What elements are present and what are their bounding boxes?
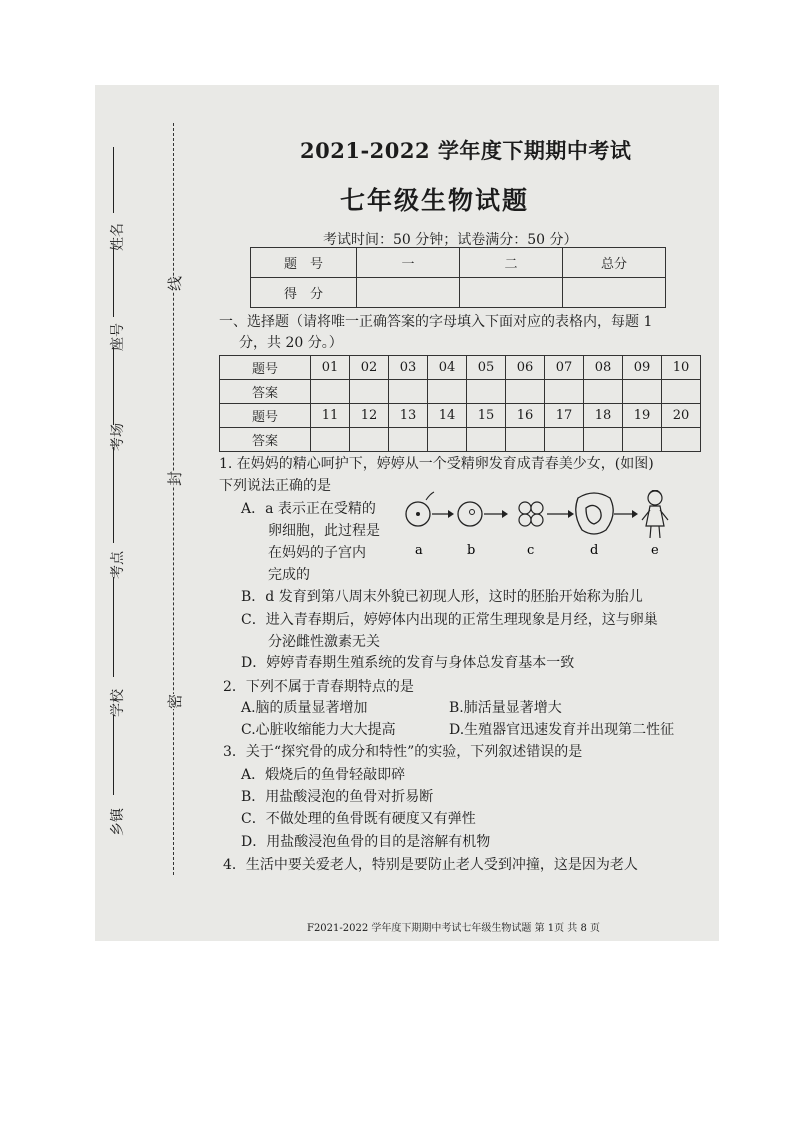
exam-paper bbox=[95, 85, 719, 941]
section1-instruction-line1: 一、选择题（请将唯一正确答案的字母填入下面对应的表格内，每题 1 bbox=[219, 314, 653, 330]
answer-table bbox=[219, 355, 701, 452]
embryo-in-uterus-icon bbox=[576, 493, 613, 534]
question-number: 02 bbox=[350, 356, 389, 380]
fig-label-c: c bbox=[527, 543, 535, 558]
answer-label: 答案 bbox=[220, 380, 311, 404]
answer-cell[interactable] bbox=[584, 380, 623, 404]
question-number: 01 bbox=[311, 356, 350, 380]
answer-cell[interactable] bbox=[467, 380, 506, 404]
girl-icon bbox=[642, 490, 668, 538]
arrow-head-icon bbox=[568, 510, 574, 518]
room-label: 考场 bbox=[110, 423, 126, 451]
question-number: 12 bbox=[350, 404, 389, 428]
seat-line bbox=[113, 247, 114, 317]
answer-cell[interactable] bbox=[467, 428, 506, 452]
site-line bbox=[113, 447, 114, 543]
arrow-head-icon bbox=[632, 510, 638, 518]
answer-cell[interactable] bbox=[545, 380, 584, 404]
question-number: 05 bbox=[467, 356, 506, 380]
site-label: 考点 bbox=[110, 551, 126, 579]
seal-char-feng: 封 bbox=[166, 470, 185, 487]
score-header-part1: 一 bbox=[357, 248, 460, 278]
question-number: 11 bbox=[311, 404, 350, 428]
binding-margin bbox=[95, 85, 205, 941]
fig-label-e: e bbox=[651, 543, 659, 558]
answer-label: 答案 bbox=[220, 428, 311, 452]
q1-option-b: B．d 发育到第八周末外貌已初现人形，这时的胚胎开始称为胎儿 bbox=[241, 589, 643, 605]
q1-option-c-line2: 分泌雌性激素无关 bbox=[268, 634, 380, 650]
q2-option-c: C.心脏收缩能力大大提高 bbox=[241, 722, 396, 738]
question-number: 18 bbox=[584, 404, 623, 428]
q1-option-a-line1: A．a 表示正在受精的 bbox=[241, 501, 376, 517]
fertilized-egg-icon bbox=[406, 492, 434, 526]
score-header-part2: 二 bbox=[460, 248, 563, 278]
question-number: 14 bbox=[428, 404, 467, 428]
q4-stem: 4．生活中要关爱老人，特别是要防止老人受到冲撞，这是因为老人 bbox=[223, 857, 638, 873]
q2-stem: 2．下列不属于青春期特点的是 bbox=[223, 679, 414, 695]
development-figure bbox=[400, 490, 680, 558]
question-number: 09 bbox=[623, 356, 662, 380]
question-number: 13 bbox=[389, 404, 428, 428]
question-number-label: 题号 bbox=[220, 404, 311, 428]
score-header-label: 题 号 bbox=[251, 248, 357, 278]
q1-option-a-line3: 在妈妈的子宫内 bbox=[268, 545, 366, 561]
fig-label-b: b bbox=[467, 543, 476, 558]
question-number: 16 bbox=[506, 404, 545, 428]
q2-option-d: D.生殖器官迅速发育并出现第二性征 bbox=[449, 722, 675, 738]
question-number: 19 bbox=[623, 404, 662, 428]
seal-dashed-line bbox=[173, 123, 174, 875]
exam-info: 考试时间：50 分钟；试卷满分：50 分） bbox=[323, 232, 578, 248]
answer-cell[interactable] bbox=[350, 380, 389, 404]
question-number: 03 bbox=[389, 356, 428, 380]
exam-subject-title: 七年级生物试题 bbox=[340, 186, 530, 215]
q1-option-a-line2: 卵细胞，此过程是 bbox=[268, 523, 380, 539]
town-label: 乡镇 bbox=[110, 808, 126, 836]
answer-cell[interactable] bbox=[389, 428, 428, 452]
seat-label: 座号 bbox=[110, 323, 126, 351]
q2-option-b: B.肺活量显著增大 bbox=[449, 700, 562, 716]
score-cell-part2[interactable] bbox=[460, 278, 563, 308]
fig-label-d: d bbox=[590, 543, 599, 558]
q1-option-c-line1: C．进入青春期后，婷婷体内出现的正常生理现象是月经，这与卵巢 bbox=[241, 612, 658, 628]
score-header-total: 总分 bbox=[563, 248, 666, 278]
question-number: 10 bbox=[662, 356, 701, 380]
answer-cell[interactable] bbox=[428, 428, 467, 452]
room-line bbox=[113, 347, 114, 425]
zygote-icon bbox=[458, 502, 482, 526]
name-label: 姓名 bbox=[110, 223, 126, 251]
town-line bbox=[113, 715, 114, 795]
answer-cell[interactable] bbox=[389, 380, 428, 404]
question-number: 06 bbox=[506, 356, 545, 380]
q2-option-a: A.脑的质量显著增加 bbox=[241, 700, 368, 716]
name-line bbox=[113, 147, 114, 213]
answer-cell[interactable] bbox=[662, 428, 701, 452]
page-footer: F2021-2022 学年度下期期中考试七年级生物试题 第 1页 共 8 页 bbox=[307, 923, 601, 934]
school-line bbox=[113, 577, 114, 677]
answer-cell[interactable] bbox=[506, 428, 545, 452]
question-number: 07 bbox=[545, 356, 584, 380]
answer-table-row bbox=[220, 428, 701, 452]
q1-stem-line2: 下列说法正确的是 bbox=[219, 478, 331, 494]
answer-cell[interactable] bbox=[428, 380, 467, 404]
q3-option-a: A．煅烧后的鱼骨轻敲即碎 bbox=[241, 767, 406, 783]
arrow-head-icon bbox=[448, 510, 454, 518]
answer-cell[interactable] bbox=[584, 428, 623, 452]
question-number: 20 bbox=[662, 404, 701, 428]
answer-cell[interactable] bbox=[311, 428, 350, 452]
score-table bbox=[250, 247, 666, 308]
q1-option-d: D．婷婷青春期生殖系统的发育与身体总发育基本一致 bbox=[241, 655, 575, 671]
q3-option-d: D．用盐酸浸泡鱼骨的目的是溶解有机物 bbox=[241, 834, 491, 850]
section1-instruction-line2: 分，共 20 分。） bbox=[239, 335, 343, 351]
question-number: 08 bbox=[584, 356, 623, 380]
answer-cell[interactable] bbox=[623, 428, 662, 452]
q3-option-c: C．不做处理的鱼骨既有硬度又有弹性 bbox=[241, 811, 476, 827]
answer-cell[interactable] bbox=[545, 428, 584, 452]
question-number-label: 题号 bbox=[220, 356, 311, 380]
answer-cell[interactable] bbox=[662, 380, 701, 404]
answer-table-row bbox=[220, 380, 701, 404]
arrow-head-icon bbox=[502, 510, 508, 518]
question-number: 17 bbox=[545, 404, 584, 428]
cell-division-icon bbox=[519, 502, 543, 526]
q1-option-a-line4: 完成的 bbox=[268, 567, 310, 583]
answer-table-row bbox=[220, 356, 701, 380]
seal-char-xian: 线 bbox=[166, 275, 185, 292]
exam-title: 2021-2022 学年度下期期中考试 bbox=[300, 138, 632, 163]
answer-cell[interactable] bbox=[623, 380, 662, 404]
q3-option-b: B．用盐酸浸泡的鱼骨对折易断 bbox=[241, 789, 434, 805]
q1-stem-line1: 1. 在妈妈的精心呵护下，婷婷从一个受精卵发育成青春美少女，(如图) bbox=[219, 456, 654, 472]
score-row-label: 得 分 bbox=[251, 278, 357, 308]
question-number: 15 bbox=[467, 404, 506, 428]
question-number: 04 bbox=[428, 356, 467, 380]
q3-stem: 3．关于“探究骨的成分和特性”的实验，下列叙述错误的是 bbox=[223, 744, 583, 760]
school-label: 学校 bbox=[110, 689, 126, 717]
answer-table-row bbox=[220, 404, 701, 428]
fig-label-a: a bbox=[415, 543, 423, 558]
score-cell-part1[interactable] bbox=[357, 278, 460, 308]
score-cell-total[interactable] bbox=[563, 278, 666, 308]
answer-cell[interactable] bbox=[311, 380, 350, 404]
seal-char-mi: 密 bbox=[166, 693, 185, 710]
answer-cell[interactable] bbox=[350, 428, 389, 452]
answer-cell[interactable] bbox=[506, 380, 545, 404]
